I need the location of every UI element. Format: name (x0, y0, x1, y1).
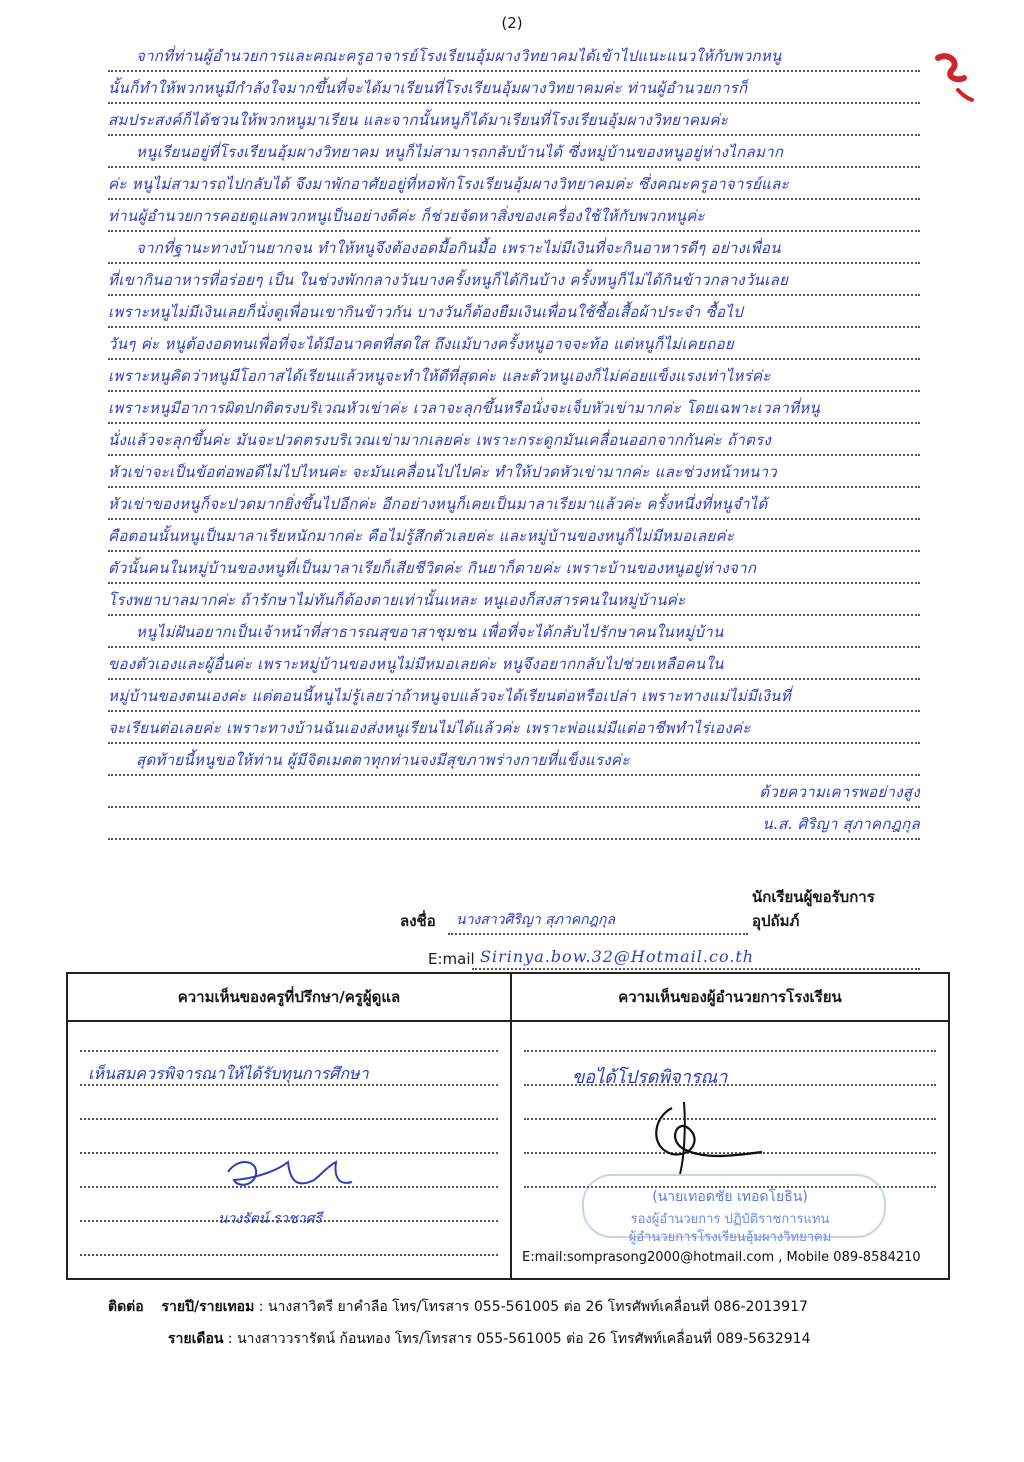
director-role-1: รองผู้อำนวยการ ปฏิบัติราชการแทน (630, 1212, 830, 1227)
letter-line (108, 328, 920, 360)
teacher-signature (218, 1152, 368, 1202)
letter-line-text: หนูเรียนอยู่ที่โรงเรียนอุ้มผางวิทยาคม หนูก็ไม่สามารถกลับบ้านได้ ซึ่งหมู่บ้านของหนูอยู่ห่างไกลมาก (136, 143, 784, 161)
letter-line-text: หมู่บ้านของตนเองค่ะ แต่ตอนนี้หนูไม่รู้เลยว่าถ้าหนูจบแล้วจะได้เรียนต่อหรือเปล่า เพราะทางแม่ไม่มีเงินที่ (108, 687, 791, 705)
letter-line-text: ตัวนั้นคนในหมู่บ้านของหนูที่เป็นมาลาเรียก็เสียชีวิตค่ะ กินยาก็ตายค่ะ เพราะบ้านของหนูอยู่ห่างจาก (108, 559, 757, 577)
footer-row-1 (108, 1296, 808, 1318)
letter-line-text: นั่งแล้วจะลุกขึ้นค่ะ มันจะปวดตรงบริเวณเข่ามากเลยค่ะ เพราะกระดูกมันเคลื่อนออกจากกันค่ะ ถ้าตรง (108, 431, 772, 449)
letter-line-text: คือตอนนั้นหนูเป็นมาลาเรียหนักมากค่ะ คือไม่รู้สึกตัวเลยค่ะ และหมู่บ้านของหนูก็ไม่มีหมอเลยค่ะ (108, 527, 735, 545)
letter-line (108, 520, 920, 552)
letter-line (108, 392, 920, 424)
letter-line (108, 136, 920, 168)
letter-line (108, 104, 920, 136)
red-ink-mark (930, 48, 980, 108)
letter-line-text: จะเรียนต่อเลยค่ะ เพราะทางบ้านฉันเองส่งหนูเรียนไม่ได้แล้วค่ะ เพราะพ่อแม่มีแต่อาชีพทำไร่เองค่ะ (108, 719, 751, 737)
teacher-name: นางรัตน์ ราชาศรี (218, 1211, 323, 1227)
letter-line-text: จากที่ฐานะทางบ้านยากจน ทำให้หนูจึงต้องอดมื้อกินมื้อ เพราะไม่มีเงินที่จะกินอาหารดีๆ อย่างเพื่อน (136, 239, 781, 257)
footer-row-2 (168, 1328, 811, 1350)
letter-line (108, 648, 920, 680)
letter-line-text: น.ส. ศิริญา สุภาคกฎกุล (762, 815, 920, 833)
student-email: Sirinya.bow.32@Hotmail.co.th (480, 947, 755, 966)
letter-line-text: ที่เขากินอาหารที่อร่อยๆ เป็น ในช่วงพักกลางวันบางครั้งหนูก็ได้กินบ้าง ครั้งหนูก็ไม่ได้กินข้าวกลางวันเลย (108, 271, 789, 289)
letter-line (108, 616, 920, 648)
page-number: (2) (501, 14, 523, 32)
letter-line-text: ค่ะ หนูไม่สามารถไปกลับได้ จึงมาพักอาศัยอยู่ที่หอพักโรงเรียนอุ้มผางวิทยาคมค่ะ ซึ่งคณะครูอาจารย์และ (108, 175, 789, 193)
letter-line (108, 232, 920, 264)
letter-line (108, 584, 920, 616)
director-opinion-header: ความเห็นของผู้อำนวยการโรงเรียน (512, 974, 948, 1022)
letter-line-text: ด้วยความเคารพอย่างสูง (759, 783, 920, 801)
teacher-opinion-column (68, 974, 512, 1278)
director-name: (นายเทอดชัย เทอดโยธิน) (652, 1189, 808, 1205)
footer-row2-label: รายเดือน (168, 1331, 224, 1347)
letter-line (108, 264, 920, 296)
letter-line (108, 552, 920, 584)
email-line (400, 940, 920, 972)
letter-line-text: เพราะหนูคิดว่าหนูมีโอกาสได้เรียนแล้วหนูจะทำให้ดีที่สุดค่ะ และตัวหนูเองก็ไม่ค่อยแข็งแรงเท่าไหร่ค่ะ (108, 367, 771, 385)
letter-line-text: วันๆ ค่ะ หนูต้องอดทนเพื่อที่จะได้มีอนาคตที่สดใส ถึงแม้บางครั้งหนูอาจจะท้อ แต่หนูก็ไม่เคยถอย (108, 335, 735, 353)
letter-line-text: สุดท้ายนี้หนูขอให้ท่าน ผู้มีจิตเมตตาทุกท่านจงมีสุขภาพร่างกายที่แข็งแรงค่ะ (136, 751, 630, 769)
letter-line-text: ท่านผู้อำนวยการคอยดูแลพวกหนูเป็นอย่างดีค่ะ ก็ช่วยจัดหาสิ่งของเครื่องใช้ให้กับพวกหนูค่ะ (108, 207, 705, 225)
teacher-comment: เห็นสมควรพิจารณาให้ได้รับทุนการศึกษา (88, 1064, 369, 1083)
letter-body (108, 40, 920, 840)
footer-row1-text: : นางสาวิตรี ยาคำลือ โทร/โทรสาร 055-561005 ต่อ 26 โทรศัพท์เคลื่อนที่ 086-2013917 (254, 1299, 808, 1315)
letter-line-text: หนูไม่ฝันอยากเป็นเจ้าหน้าที่สาธารณสุขอาสาชุมชน เพื่อที่จะได้กลับไปรักษาคนในหมู่บ้าน (136, 623, 724, 641)
letter-line-text: นั้นก็ทำให้พวกหนูมีกำลังใจมากขึ้นที่จะได้มาเรียนที่โรงเรียนอุ้มผางวิทยาคมค่ะ ท่านผู้อำนวยการก็ (108, 79, 748, 97)
letter-line-text: หัวเข่าจะเป็นข้อต่อพอดีไม่ไปไหนค่ะ จะมันเคลื่อนไปไปค่ะ ทำให้ปวดหัวเข่ามากค่ะ และช่วงหน้าหนาว (108, 463, 778, 481)
letter-line (108, 40, 920, 72)
letter-line (108, 776, 920, 808)
letter-line-text: สมประสงค์ก็ได้ชวนให้พวกหนูมาเรียน และจากนั้นหนูก็ได้มาเรียนที่โรงเรียนอุ้มผางวิทยาคมค่ะ (108, 111, 729, 129)
director-role-2: ผู้อำนวยการโรงเรียนอุ้มผางวิทยาคม (628, 1230, 832, 1245)
letter-line (108, 488, 920, 520)
signature-line (400, 888, 920, 937)
letter-line (108, 744, 920, 776)
letter-line (108, 808, 920, 840)
opinion-table (66, 972, 950, 1280)
email-label: E:mail (428, 950, 475, 968)
director-contact: E:mail:somprasong2000@hotmail.com , Mobile 089-8584210 (522, 1250, 921, 1265)
letter-line-text: ของตัวเองและผู้อื่นค่ะ เพราะหมู่บ้านของหนูไม่มีหมอเลยค่ะ หนูจึงอยากกลับไปช่วยเหลือคนใน (108, 655, 724, 673)
letter-line-text: เพราะหนูมีอาการผิดปกติตรงบริเวณหัวเข่าค่ะ เวลาจะลุกขึ้นหรือนั่งจะเจ็บหัวเข่ามากค่ะ โดยเฉพาะเวลาที่หนู (108, 399, 821, 417)
letter-line (108, 200, 920, 232)
student-role-label: นักเรียนผู้ขอรับการอุปถัมภ์ (752, 888, 875, 930)
student-name: นางสาวศิริญา สุภาคกฎกุล (456, 912, 616, 928)
sign-label: ลงชื่อ (400, 912, 436, 930)
letter-line (108, 712, 920, 744)
letter-line (108, 424, 920, 456)
director-signature (632, 1098, 772, 1178)
director-opinion-column (512, 974, 948, 1278)
letter-line-text: จากที่ท่านผู้อำนวยการและคณะครูอาจารย์โรงเรียนอุ้มผางวิทยาคมได้เข้าไปแนะแนวให้กับพวกหนู (136, 47, 782, 65)
letter-line-text: หัวเข่าของหนูก็จะปวดมากยิ่งขึ้นไปอีกค่ะ อีกอย่างหนูก็เคยเป็นมาลาเรียมาแล้วค่ะ ครั้งหนึ่งที่หนูจำได้ (108, 495, 768, 513)
footer-row2-text: : นางสาววรารัตน์ ก้อนทอง โทร/โทรสาร 055-561005 ต่อ 26 โทรศัพท์เคลื่อนที่ 089-5632914 (223, 1331, 811, 1347)
letter-line (108, 72, 920, 104)
letter-line (108, 680, 920, 712)
letter-line-text: เพราะหนูไม่มีเงินเลยก็นั่งดูเพื่อนเขากินข้าวกัน บางวันก็ต้องยืมเงินเพื่อนใช้ซื้อเสื้อผ้าประจำ ซื้อไป (108, 303, 743, 321)
teacher-opinion-header: ความเห็นของครูที่ปรึกษา/ครูผู้ดูแล (68, 974, 510, 1022)
director-comment: ขอได้โปรดพิจารณา (572, 1067, 728, 1088)
footer-contact-label: ติดต่อ (108, 1299, 144, 1315)
letter-line (108, 168, 920, 200)
letter-line (108, 360, 920, 392)
letter-line-text: โรงพยาบาลมากค่ะ ถ้ารักษาไม่ทันก็ต้องตายเท่านั้นเหละ หนูเองก็สงสารคนในหมู่บ้านค่ะ (108, 591, 686, 609)
letter-line (108, 456, 920, 488)
letter-line (108, 296, 920, 328)
footer-row1-label: รายปี/รายเทอม (161, 1299, 255, 1315)
